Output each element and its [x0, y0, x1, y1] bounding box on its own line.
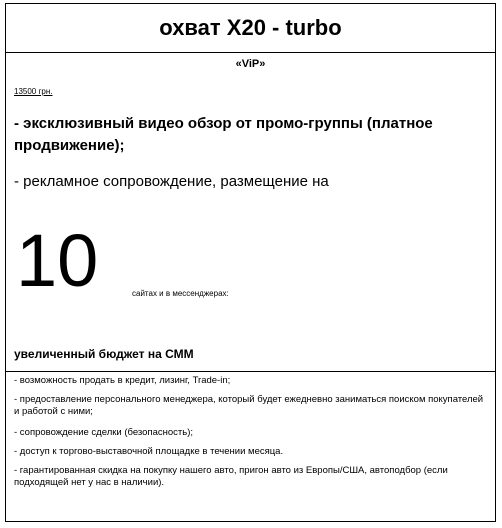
offer-summary — [6, 52, 495, 372]
features-list — [6, 371, 495, 498]
list-item: - сопровождение сделки (безопасность); — [14, 427, 194, 438]
tier-label: «ViP» — [235, 58, 266, 70]
offer-title: охват X20 - turbo — [6, 4, 495, 53]
sites-caption: сайтах и в мессенджерах: — [132, 289, 229, 298]
promo-video-review: - эксклюзивный видео обзор от промо-группы (платное продвижение); — [14, 115, 433, 154]
smm-budget: увеличенный бюджет на СММ — [14, 347, 194, 361]
offer-card — [5, 3, 496, 522]
promo-advertising: - рекламное сопровождение, размещение на — [14, 173, 329, 190]
sites-count: 10 — [16, 219, 99, 302]
price: 13500 грн. — [14, 87, 53, 96]
list-item: - доступ к торгово-выставочной площадке в течении месяца. — [14, 446, 284, 457]
list-item: - гарантированная скидка на покупку нашего авто, пригон авто из Европы/США, автоподбор (если подходящей нет у нас в наличии). — [14, 465, 448, 488]
list-item: - предоставление персонального менеджера, который будет ежедневно заниматься поиском покупателей и работой с ними; — [14, 394, 484, 417]
list-item: - возможность продать в кредит, лизинг, Trade-in; — [14, 375, 231, 386]
